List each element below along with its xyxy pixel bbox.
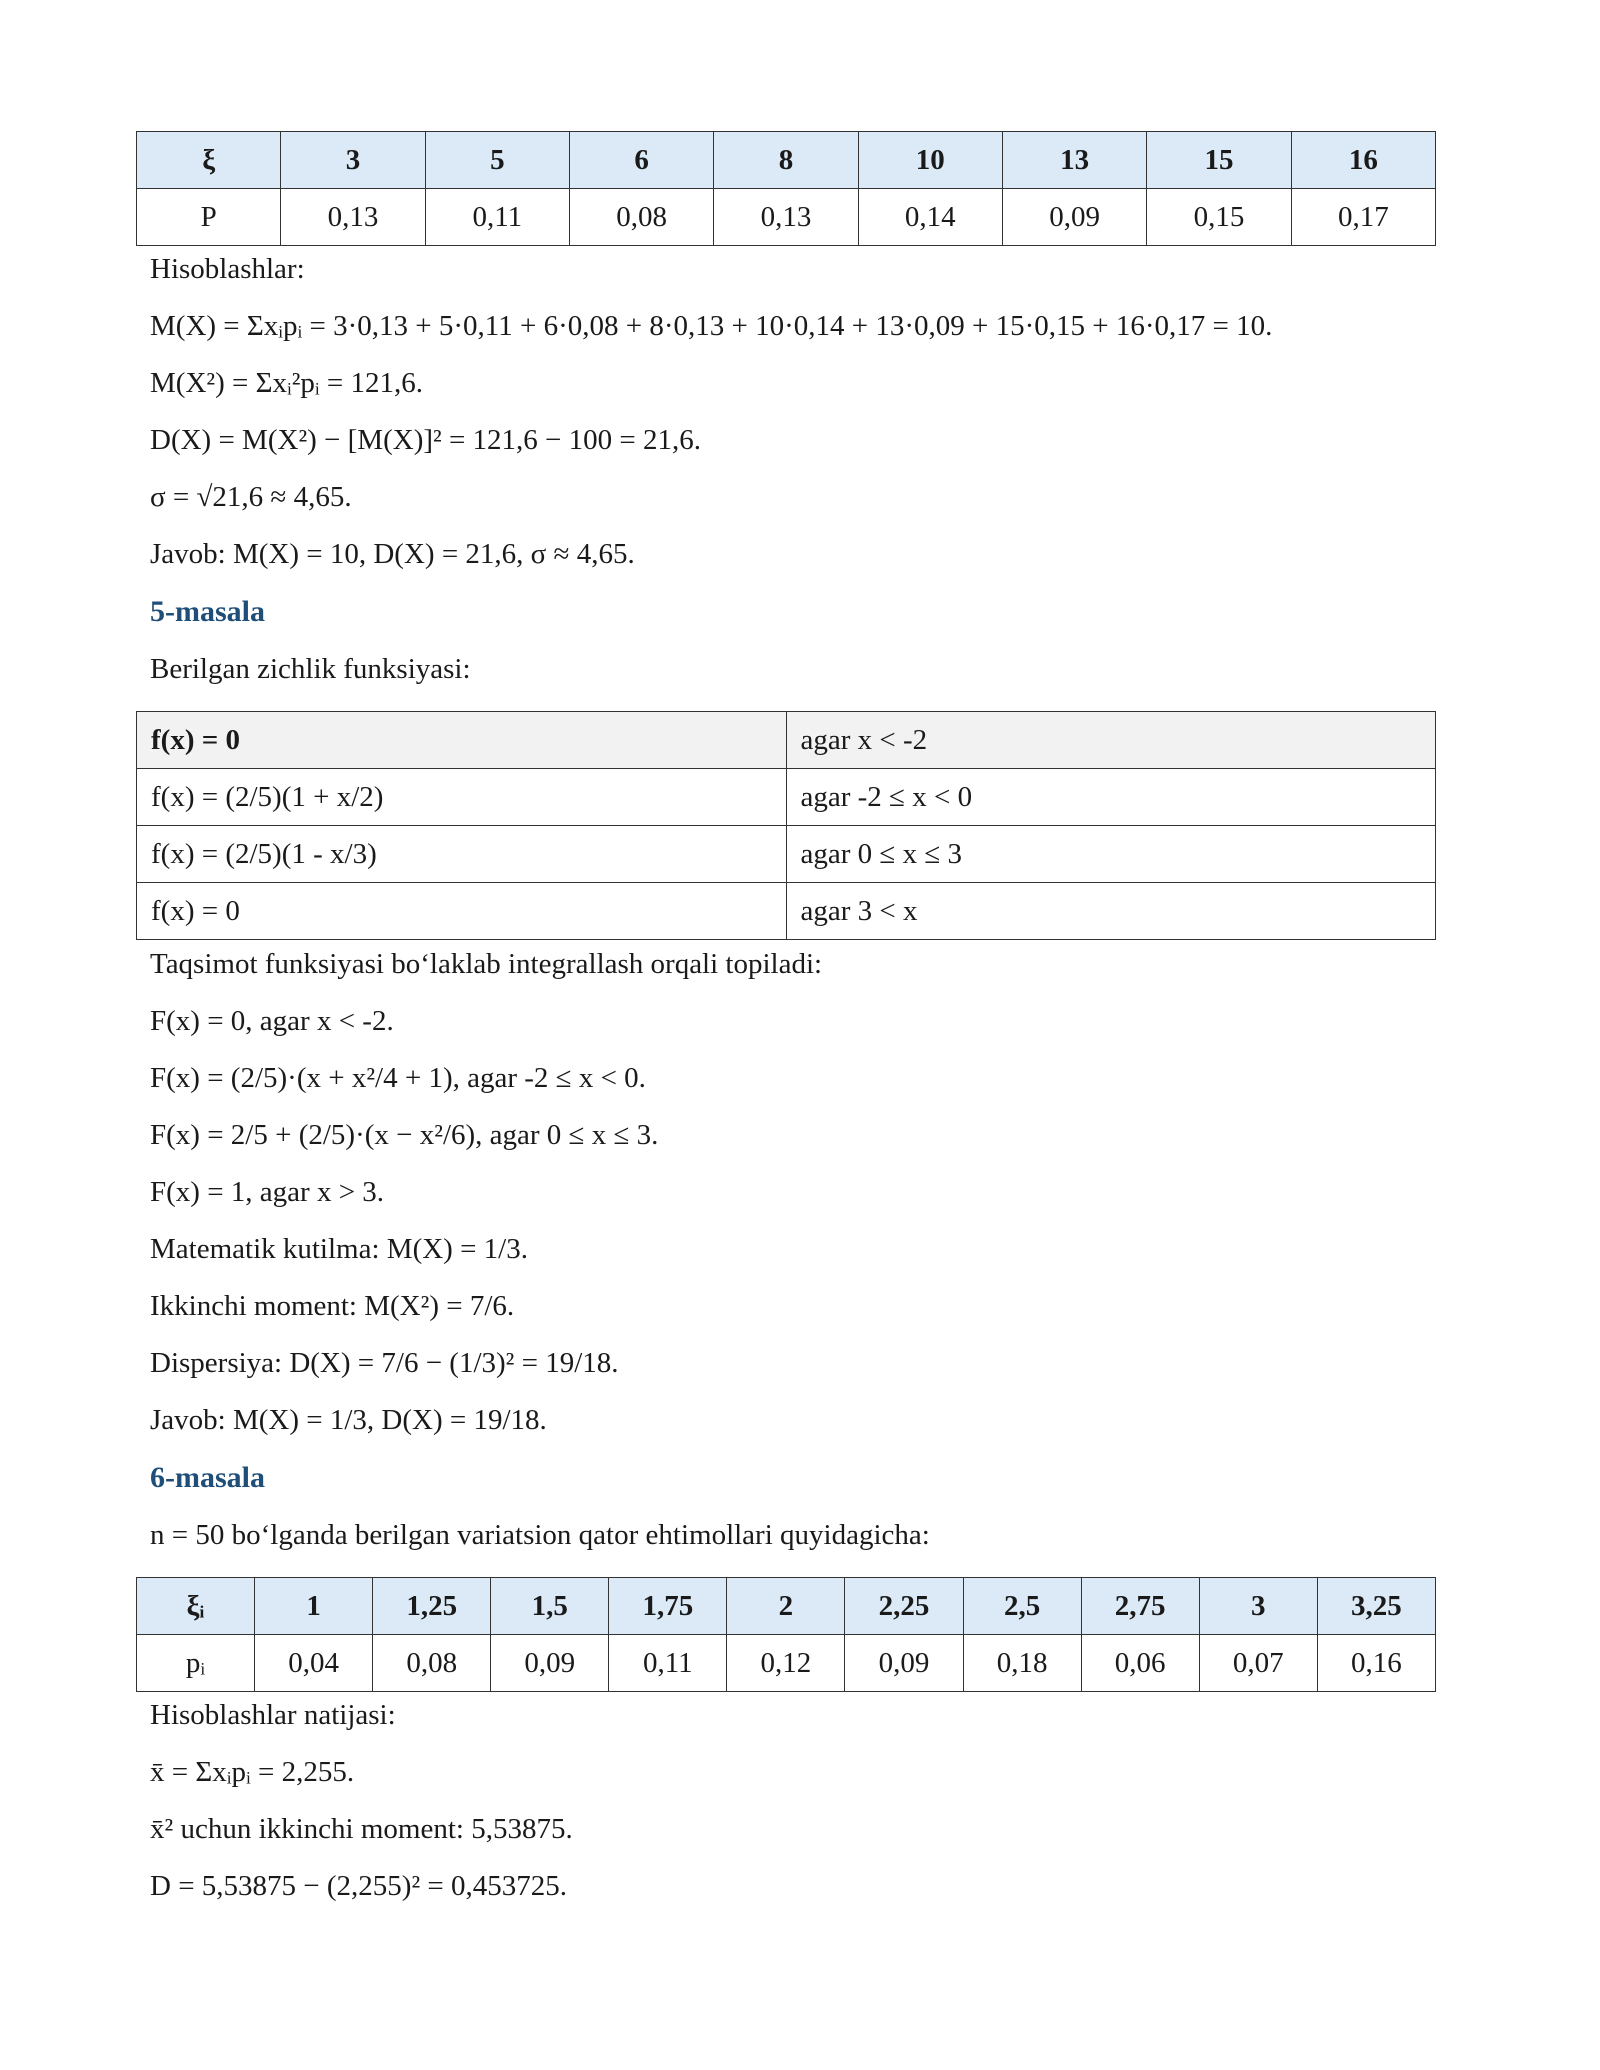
formula-line: Matematik kutilma: M(X) = 1/3.	[150, 1233, 528, 1265]
table-cell: f(x) = (2/5)(1 + x/2)	[137, 769, 787, 826]
table-cell: ξᵢ	[137, 1578, 255, 1635]
table-cell: 0,17	[1291, 189, 1435, 246]
formula-line: D(X) = M(X²) − [M(X)]² = 121,6 − 100 = 21,6.	[150, 424, 702, 456]
table-cell: 0,18	[963, 1635, 1081, 1692]
density-function-table	[136, 711, 1436, 940]
table-cell: 0,12	[727, 1635, 845, 1692]
table-cell: 15	[1147, 132, 1291, 189]
table-row	[137, 1635, 1436, 1692]
table-cell: ξ	[137, 132, 281, 189]
formula-line: M(X) = Σxᵢpᵢ = 3·0,13 + 5·0,11 + 6·0,08 + 8·0,13 + 10·0,14 + 13·0,09 + 15·0,15 + 16·0,17 = 10.	[150, 310, 1273, 342]
table-cell: 0,04	[255, 1635, 373, 1692]
table-cell: 1	[255, 1578, 373, 1635]
table-cell: 0,16	[1317, 1635, 1435, 1692]
section-heading: 5-masala	[150, 595, 265, 628]
formula-line: σ = √21,6 ≈ 4,65.	[150, 481, 352, 513]
table-row	[137, 769, 1436, 826]
table-cell: 10	[858, 132, 1002, 189]
formula-line: F(x) = 1, agar x > 3.	[150, 1176, 385, 1208]
formula-line: Ikkinchi moment: M(X²) = 7/6.	[150, 1290, 515, 1322]
table-cell: 1,5	[491, 1578, 609, 1635]
calc-label: Hisoblashlar natijasi:	[150, 1699, 396, 1731]
table-cell: f(x) = 0	[137, 883, 787, 940]
formula-line: x̄² uchun ikkinchi moment: 5,53875.	[150, 1813, 573, 1845]
table-cell: 0,08	[373, 1635, 491, 1692]
text-line: Taqsimot funksiyasi bo‘laklab integrallash orqali topiladi:	[150, 948, 823, 980]
table-cell: 1,25	[373, 1578, 491, 1635]
table-cell: 0,09	[1002, 189, 1146, 246]
calc-label: Hisoblashlar:	[150, 253, 305, 285]
formula-line: F(x) = 2/5 + (2/5)·(x − x²/6), agar 0 ≤ x ≤ 3.	[150, 1119, 659, 1151]
table-row	[137, 826, 1436, 883]
table-header-row	[137, 1578, 1436, 1635]
table-cell: 8	[714, 132, 858, 189]
table-cell: 0,07	[1199, 1635, 1317, 1692]
table-cell: 13	[1002, 132, 1146, 189]
table-cell: 0,14	[858, 189, 1002, 246]
section-heading: 6-masala	[150, 1461, 265, 1494]
table-cell: 3	[281, 132, 425, 189]
formula-line: D = 5,53875 − (2,255)² = 0,453725.	[150, 1870, 568, 1902]
table-cell: agar 3 < x	[786, 883, 1436, 940]
table-cell: 0,13	[281, 189, 425, 246]
table-cell: 0,11	[609, 1635, 727, 1692]
table-header-row	[137, 132, 1436, 189]
table-cell: f(x) = (2/5)(1 - x/3)	[137, 826, 787, 883]
table-cell: 16	[1291, 132, 1435, 189]
table-cell: pᵢ	[137, 1635, 255, 1692]
table-cell: 5	[425, 132, 569, 189]
table-cell: 0,09	[491, 1635, 609, 1692]
table-cell: 6	[569, 132, 713, 189]
table-cell: 2,5	[963, 1578, 1081, 1635]
table-cell: 3,25	[1317, 1578, 1435, 1635]
table-cell: 1,75	[609, 1578, 727, 1635]
table-cell: 0,11	[425, 189, 569, 246]
distribution-table-1	[136, 131, 1436, 246]
table-cell: agar 0 ≤ x ≤ 3	[786, 826, 1436, 883]
formula-line: F(x) = (2/5)·(x + x²/4 + 1), agar -2 ≤ x < 0.	[150, 1062, 646, 1094]
formula-line: M(X²) = Σxᵢ²pᵢ = 121,6.	[150, 367, 424, 399]
table-cell: 0,08	[569, 189, 713, 246]
formula-line: Dispersiya: D(X) = 7/6 − (1/3)² = 19/18.	[150, 1347, 619, 1379]
intro-text: Berilgan zichlik funksiyasi:	[150, 653, 471, 685]
intro-text: n = 50 bo‘lganda berilgan variatsion qator ehtimollari quyidagicha:	[150, 1519, 930, 1551]
answer-line: Javob: M(X) = 10, D(X) = 21,6, σ ≈ 4,65.	[150, 538, 635, 570]
table-cell: 2,75	[1081, 1578, 1199, 1635]
table-cell: P	[137, 189, 281, 246]
table-cell: f(x) = 0	[137, 712, 787, 769]
variation-series-table	[136, 1577, 1436, 1692]
answer-line: Javob: M(X) = 1/3, D(X) = 19/18.	[150, 1404, 547, 1436]
table-row	[137, 189, 1436, 246]
table-cell: 0,15	[1147, 189, 1291, 246]
table-cell: 2,25	[845, 1578, 963, 1635]
table-cell: 2	[727, 1578, 845, 1635]
table-cell: agar -2 ≤ x < 0	[786, 769, 1436, 826]
formula-line: x̄ = Σxᵢpᵢ = 2,255.	[150, 1756, 355, 1788]
table-cell: agar x < -2	[786, 712, 1436, 769]
table-cell: 0,09	[845, 1635, 963, 1692]
table-row	[137, 883, 1436, 940]
table-cell: 0,13	[714, 189, 858, 246]
table-cell: 0,06	[1081, 1635, 1199, 1692]
table-cell: 3	[1199, 1578, 1317, 1635]
table-row	[137, 712, 1436, 769]
formula-line: F(x) = 0, agar x < -2.	[150, 1005, 394, 1037]
